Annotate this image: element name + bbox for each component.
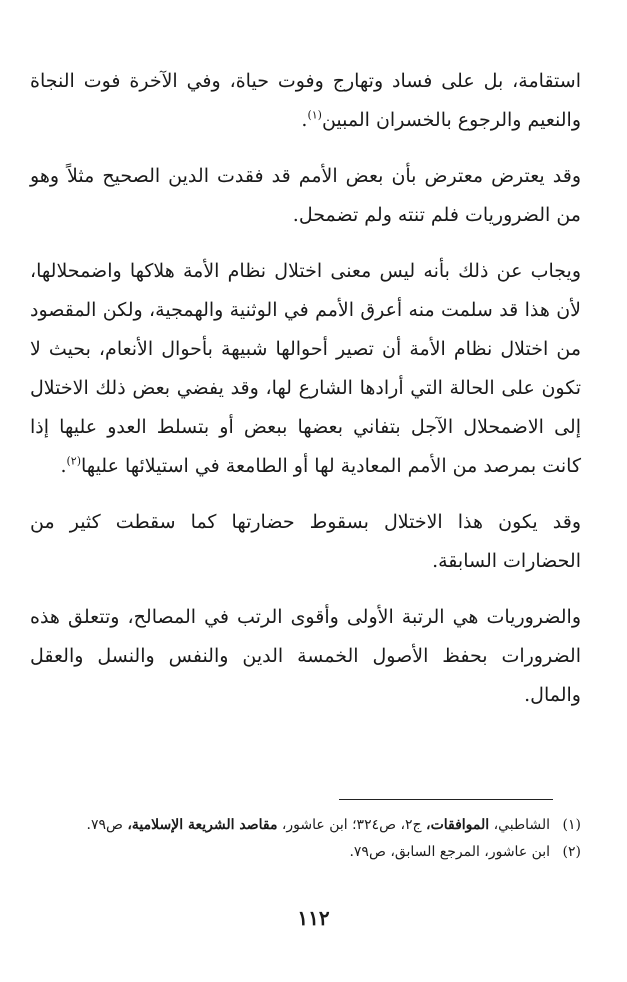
paragraph-4-text: وقد يكون هذا الاختلال بسقوط حضارتها كما سقطت كثير من الحضارات السابقة. [30,511,581,572]
paragraph-3-tail: . [60,455,67,477]
paragraph-4 [30,503,581,581]
footnote-1-number: (١) [562,817,581,833]
footnote-2-number: (٢) [562,844,581,860]
paragraph-1-text: استقامة، بل على فساد وتهارج وفوت حياة، وفي الآخرة فوت النجاة والنعيم والرجوع بالخسران المبين [30,70,581,131]
paragraph-3 [30,252,581,486]
paragraph-1-tail: . [301,109,308,131]
footnote-2-text: ابن عاشور، المرجع السابق، ص٧٩. [349,844,551,860]
footnote-1-ref: ج٢، ص٣٢٤؛ ابن عاشور، [281,817,422,833]
footnote-1-book2: مقاصد الشريعة الإسلامية، [127,817,278,833]
footnote-ref-2[interactable]: (٢) [66,454,82,468]
footnote-1 [30,812,581,839]
footnote-ref-1[interactable]: (١) [307,108,322,122]
paragraph-5 [30,598,581,715]
paragraph-2 [30,157,581,235]
paragraph-2-text: وقد يعترض معترض بأن بعض الأمم قد فقدت الدين الصحيح مثلاً وهو من الضروريات فلم تنته ولم تضمحل. [30,165,581,226]
paragraph-1 [30,62,581,140]
footnote-separator [339,799,553,800]
footnote-2 [30,839,581,866]
footnote-1-book: الموافقات، [426,817,490,833]
paragraph-3-text: ويجاب عن ذلك بأنه ليس معنى اختلال نظام الأمة هلاكها واضمحلالها، لأن هذا قد سلمت منه أعرق الأمم في الوثنية والهمجية، ولكن المقصود من اختلال نظام الأمة أن تصير أحوالها شبيهة بأحوال الأنعام، بحيث لا تكون على الحالة التي أرادها الشارع لها، وقد يفضي بعض ذلك الاختلال إلى الاضمحلال الآجل بتفاني بعضها ببعض أو بتسلط العدو عليها إذا كانت بمرصد من الأمم المعادية لها أو الطامعة في استيلائها عليها [30,260,581,477]
paragraph-5-text: والضروريات هي الرتبة الأولى وأقوى الرتب في المصالح، وتتعلق هذه الضرورات بحفظ الأصول الخمسة الدين والنفس والنسل والعقل والمال. [30,606,581,706]
footnote-1-author: الشاطبي، [493,817,551,833]
footnotes [30,812,581,866]
page-number: ١١٢ [297,906,330,930]
footnote-1-ref2: ص٧٩. [86,817,123,833]
